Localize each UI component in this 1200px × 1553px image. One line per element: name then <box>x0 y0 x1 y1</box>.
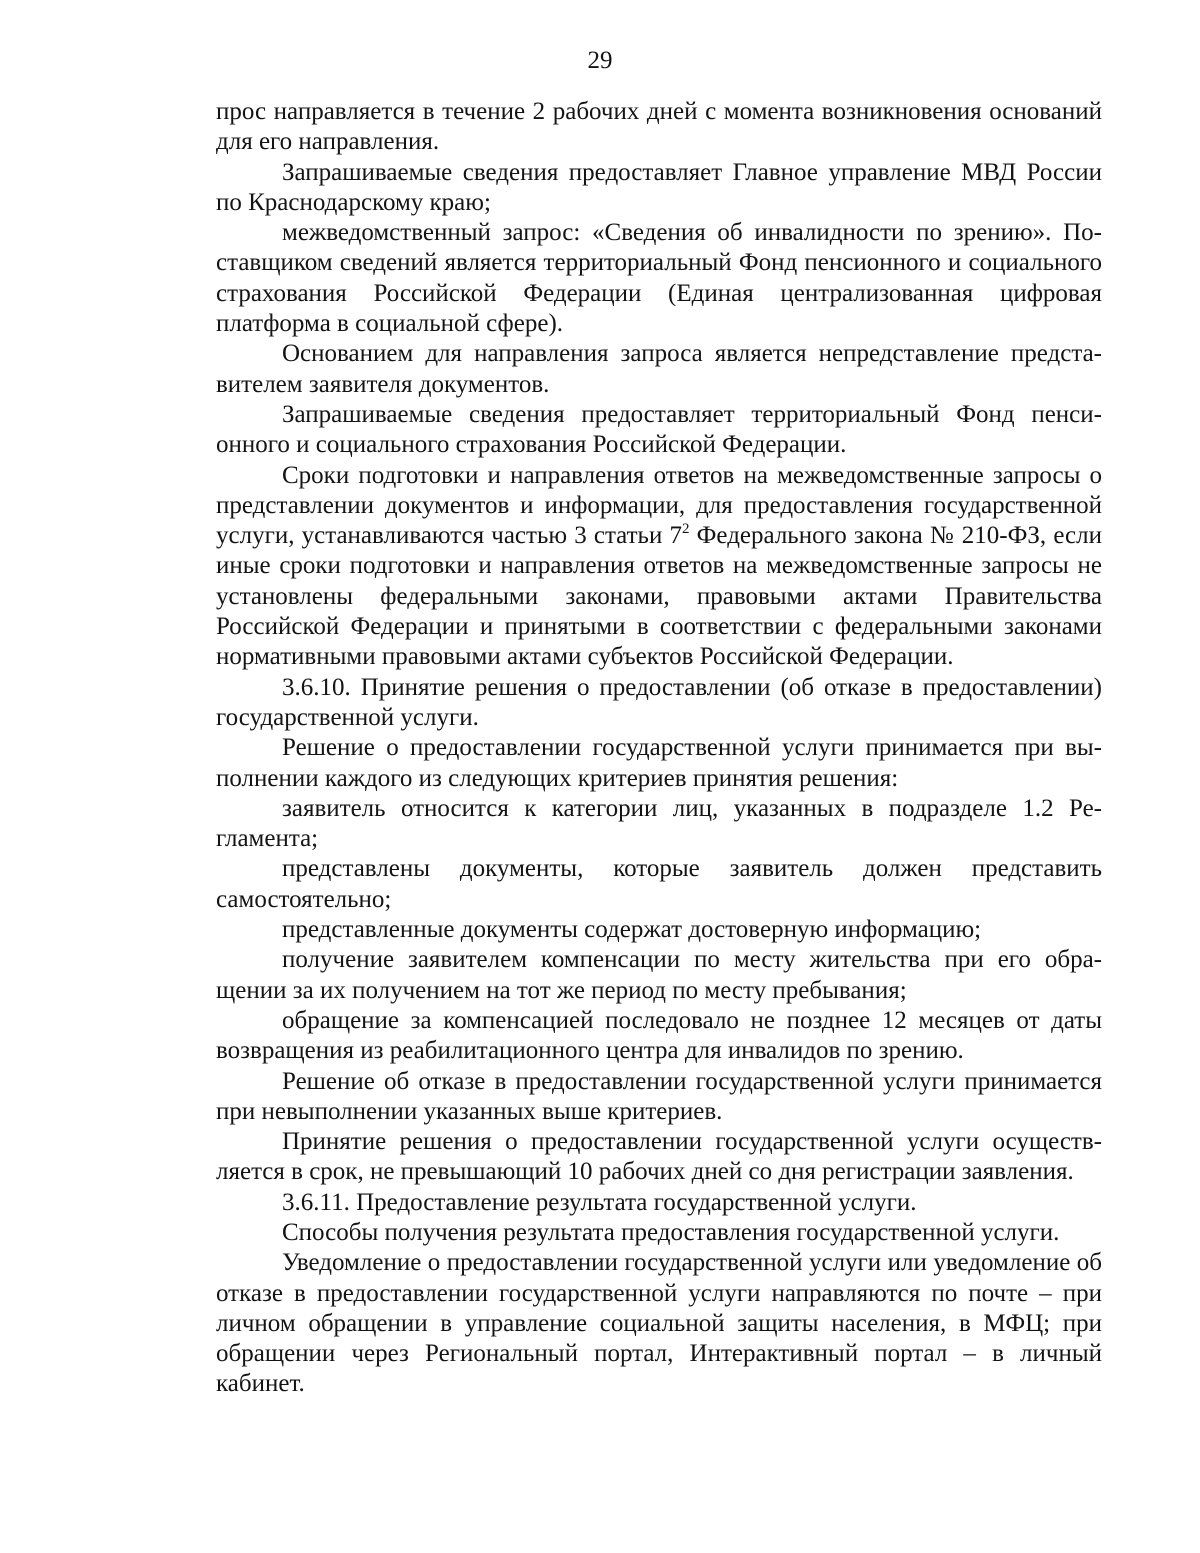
deadlines-text-end: Федерального закона № 210-ФЗ, если иные сроки подготовки и направления ответов на межведомственные запросы не установлены федеральными законами, правовыми актами Правительства Российской Федерации и принятыми в соответствии с федеральными законами нормативными правовыми актами субъектов Российской Федерации. <box>216 522 1102 671</box>
criterion-residence: получение заявителем компенсации по месту жительства при его обращении за их получением на тот же период по месту пребывания; <box>216 946 1102 1004</box>
paragraph-fund-provider: Запрашиваемые сведения предоставляет территориальный Фонд пенсионного и социального страхования Российской Федерации. <box>216 400 1102 459</box>
paragraph-result-methods: Способы получения результата предоставления государственной услуги. <box>282 1218 1060 1246</box>
criterion-category: заявитель относится к категории лиц, указанных в подразделе 1.2 Регламента; <box>216 794 1102 853</box>
paragraph-refusal-decision: Решение об отказе в предоставлении государственной услуги принимается при невыполнении указанных выше критериев. <box>216 1067 1102 1125</box>
page-number: 29 <box>587 47 613 74</box>
paragraph-continuation: прос направляется в течение 2 рабочих дней с момента возникновения оснований для его направления. <box>216 98 1102 156</box>
paragraph-request-basis: Основанием для направления запроса является непредставление представителем заявителя документов. <box>216 340 1102 398</box>
criterion-reliable-info: представленные документы содержат достоверную информацию; <box>282 916 982 944</box>
paragraph-interagency-request: межведомственный запрос: «Сведения об инвалидности по зрению». Поставщиком сведений является территориальный Фонд пенсионного и социального страхования Российской Федерации (Единая централизованная цифровая платформа в социальной сфере). <box>216 219 1102 338</box>
paragraph-decision-term: Принятие решения о предоставлении государственной услуги осуществляется в срок, не превышающий 10 рабочих дней со дня регистрации заявления. <box>216 1128 1102 1186</box>
paragraph-notification: Уведомление о предоставлении государственной услуги или уведомление об отказе в предоставлении государственной услуги направляются по почте – при личном обращении в управление социальной защиты населения, в МФЦ; при обращении через Региональный портал, Интерактивный портал – в личный кабинет. <box>216 1249 1102 1398</box>
section-heading-3-6-10: 3.6.10. Принятие решения о предоставлении (об отказе в предоставлении) государственной услуги. <box>216 673 1102 731</box>
deadlines-text-start: Сроки подготовки и направления ответов на межведомственные запросы о представлении документов и информации, для предоставления государственной услуги, устанавливаются частью 3 статьи 7 <box>216 461 1102 550</box>
article-superscript: 2 <box>682 521 690 538</box>
paragraph-decision-criteria: Решение о предоставлении государственной услуги принимается при выполнении каждого из следующих критериев принятия решения: <box>216 734 1102 792</box>
paragraph-mvd-provider: Запрашиваемые сведения предоставляет Главное управление МВД России по Краснодарскому краю; <box>216 158 1102 216</box>
document-body <box>216 97 1102 1400</box>
criterion-12-months: обращение за компенсацией последовало не позднее 12 месяцев от даты возвращения из реабилитационного центра для инвалидов по зрению. <box>216 1006 1102 1065</box>
paragraph-response-deadlines <box>216 461 1102 673</box>
section-heading-3-6-11: 3.6.11. Предоставление результата государственной услуги. <box>282 1188 917 1216</box>
criterion-documents-submitted: представлены документы, которые заявитель должен представить самостоятельно; <box>216 855 1102 913</box>
